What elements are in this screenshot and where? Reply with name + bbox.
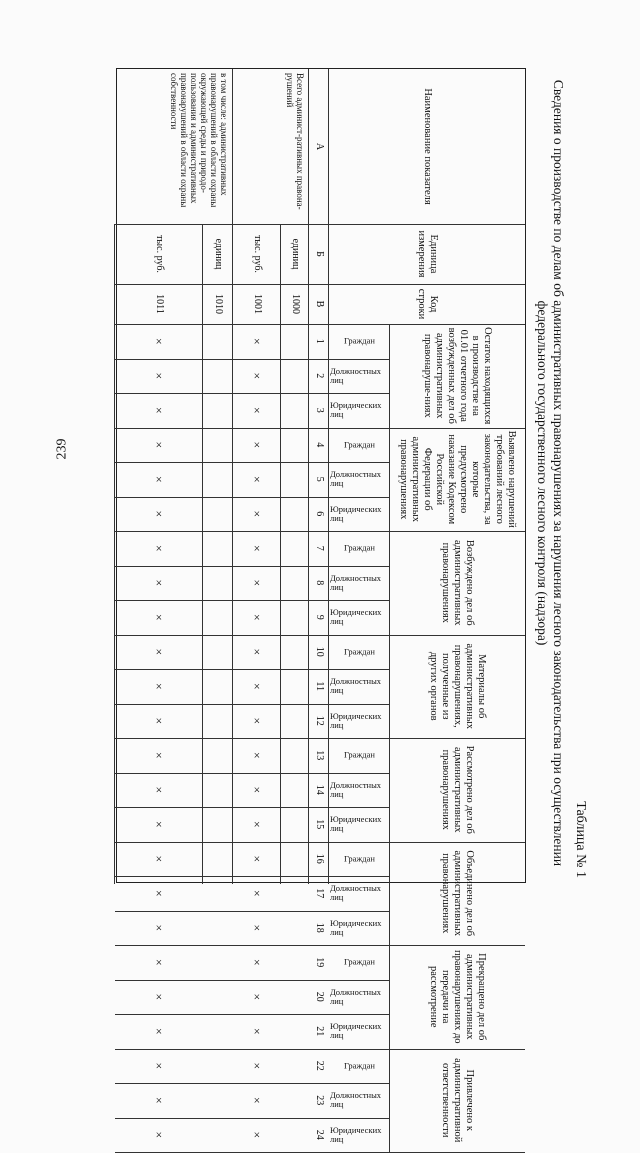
cell-value: ×	[152, 751, 166, 759]
cell-value	[203, 324, 233, 359]
row-code: 1011	[154, 294, 165, 314]
cell-value	[281, 359, 309, 394]
cell-value	[203, 876, 233, 911]
letter-b: Б	[314, 251, 325, 257]
cell-value: ×	[152, 613, 166, 621]
page-number: 239	[54, 438, 70, 460]
cell-value	[281, 324, 309, 359]
table-title: Сведения о производстве по делам об административных правонарушениях за нарушения лесного законодательства при осуществлении федерального государственного лесного контроля (надзора)	[535, 79, 566, 867]
cell-value	[281, 876, 309, 911]
cell-value: ×	[152, 648, 166, 656]
row-code: 1010	[213, 294, 224, 314]
column-number: 9	[314, 614, 325, 620]
column-number: 16	[314, 853, 325, 864]
column-number: 11	[314, 681, 325, 692]
column-number: 17	[314, 888, 325, 899]
cell-value: ×	[152, 924, 166, 932]
cell-value	[281, 393, 309, 428]
subheader-legal: Юридических лиц	[330, 1124, 382, 1144]
cell-value: ×	[152, 1062, 166, 1070]
column-number: 4	[314, 442, 325, 448]
cell-value	[203, 428, 233, 463]
cell-value: ×	[152, 475, 166, 483]
subheader-legal: Юридических лиц	[330, 399, 382, 419]
cell-value: ×	[250, 717, 264, 725]
cell-value: ×	[152, 993, 166, 1001]
column-number: 18	[314, 922, 325, 933]
cell-value: ×	[250, 889, 264, 897]
subheader-legal: Юридических лиц	[330, 917, 382, 937]
header-indicator: Наименование показателя	[422, 88, 433, 205]
cell-value	[203, 807, 233, 842]
cell-value: ×	[250, 1096, 264, 1104]
cell-value	[281, 428, 309, 463]
cell-value	[281, 704, 309, 739]
cell-value	[203, 600, 233, 635]
subheader-citizens: Граждан	[344, 645, 375, 656]
column-number: 15	[314, 819, 325, 830]
cell-value: ×	[250, 786, 264, 794]
cell-value	[203, 773, 233, 808]
header-code: Код строки	[416, 288, 439, 320]
subheader-citizens: Граждан	[344, 542, 375, 553]
column-number: 21	[314, 1026, 325, 1037]
cell-value	[203, 704, 233, 739]
cell-value: ×	[152, 337, 166, 345]
cell-value	[203, 531, 233, 566]
cell-value	[281, 669, 309, 704]
subheader-citizens: Граждан	[344, 749, 375, 760]
cell-value: ×	[250, 1027, 264, 1035]
rotated-table-sheet	[108, 58, 588, 1144]
cell-value: ×	[152, 1027, 166, 1035]
cell-value: ×	[250, 406, 264, 414]
cell-value: ×	[152, 889, 166, 897]
column-number: 2	[314, 373, 325, 379]
grid-line	[232, 69, 233, 224]
cell-value: ×	[250, 648, 264, 656]
cell-value: ×	[250, 958, 264, 966]
subheader-legal: Юридических лиц	[330, 503, 382, 523]
letter-v: В	[314, 300, 325, 308]
cell-value	[281, 1014, 309, 1049]
cell-value	[281, 807, 309, 842]
cell-value: ×	[152, 855, 166, 863]
cell-value	[281, 531, 309, 566]
cell-value	[281, 842, 309, 877]
cell-value	[203, 945, 233, 980]
cell-value	[203, 1014, 233, 1049]
column-number: 6	[314, 511, 325, 517]
cell-value: ×	[250, 682, 264, 690]
cell-value	[203, 1049, 233, 1084]
column-number: 5	[314, 476, 325, 482]
cell-value: ×	[152, 1131, 166, 1139]
cell-value: ×	[250, 751, 264, 759]
cell-value: ×	[152, 1096, 166, 1104]
subheader-citizens: Граждан	[344, 335, 375, 346]
cell-value	[203, 393, 233, 428]
letter-a: А	[314, 142, 325, 151]
cell-value: ×	[152, 820, 166, 828]
row-unit: единиц	[290, 238, 301, 270]
column-number: 7	[314, 545, 325, 551]
cell-value	[203, 842, 233, 877]
subheader-officials: Должностных лиц	[330, 468, 382, 488]
column-number: 20	[314, 991, 325, 1002]
cell-value: ×	[152, 717, 166, 725]
cell-value	[203, 669, 233, 704]
cell-value: ×	[250, 441, 264, 449]
group-header-6: Объединено дел об административных правонарушениях	[440, 850, 476, 937]
cell-value	[281, 738, 309, 773]
cell-value: ×	[250, 372, 264, 380]
subheader-legal: Юридических лиц	[330, 606, 382, 626]
subheader-officials: Должностных лиц	[330, 779, 382, 799]
cell-value: ×	[250, 1131, 264, 1139]
column-number: 12	[314, 715, 325, 726]
row-unit: тыс. руб.	[154, 235, 165, 273]
column-number: 14	[314, 784, 325, 795]
cell-value	[203, 462, 233, 497]
cell-value	[281, 600, 309, 635]
cell-value	[203, 911, 233, 946]
cell-value	[203, 635, 233, 670]
subheader-citizens: Граждан	[344, 852, 375, 863]
column-number: 23	[314, 1095, 325, 1106]
column-number: 1	[314, 338, 325, 344]
cell-value: ×	[152, 579, 166, 587]
cell-value	[203, 738, 233, 773]
cell-value: ×	[152, 510, 166, 518]
column-number: 8	[314, 580, 325, 586]
cell-value: ×	[152, 406, 166, 414]
row-unit: тыс. руб.	[252, 235, 263, 273]
cell-value	[281, 980, 309, 1015]
cell-value: ×	[152, 682, 166, 690]
cell-value: ×	[250, 579, 264, 587]
column-number: 24	[314, 1129, 325, 1140]
cell-value	[203, 980, 233, 1015]
cell-value: ×	[152, 441, 166, 449]
cell-value: ×	[250, 544, 264, 552]
group-header-5: Рассмотрено дел об административных правонарушениях	[440, 745, 476, 834]
group-header-7: Прекращено дел об административных правонарушениях до передачи на рассмотрение	[428, 949, 488, 1044]
subheader-officials: Должностных лиц	[330, 986, 382, 1006]
subheader-citizens: Граждан	[344, 438, 375, 449]
cell-value	[281, 497, 309, 532]
row-unit: единиц	[213, 238, 224, 270]
cell-value	[281, 1083, 309, 1118]
cell-value	[281, 462, 309, 497]
group-header-1: Остаток находящихся в производстве на 01.01 отчетного года возбужденных дел об административных правонаруше-ниях	[422, 327, 494, 425]
cell-value: ×	[250, 475, 264, 483]
cell-value: ×	[250, 1062, 264, 1070]
column-number: 3	[314, 407, 325, 413]
cell-value: ×	[152, 958, 166, 966]
subheader-citizens: Граждан	[344, 1059, 375, 1070]
group-header-3: Возбуждено дел об административных правонарушениях	[440, 539, 476, 626]
cell-value: ×	[250, 820, 264, 828]
cell-value	[281, 911, 309, 946]
cell-value: ×	[250, 924, 264, 932]
group-header-8: Привлечено к административной ответственности	[440, 1058, 476, 1143]
column-number: 22	[314, 1060, 325, 1071]
cell-value	[203, 1118, 233, 1153]
row-name-incl: в том числе: административных правонарушений в области охраны окружающей среды и природо-пользования и административных правонарушений в области охраны собственности	[169, 73, 229, 208]
cell-value: ×	[152, 786, 166, 794]
cell-value	[203, 566, 233, 601]
cell-value	[281, 1118, 309, 1153]
cell-value	[281, 635, 309, 670]
cell-value	[203, 1083, 233, 1118]
cell-value	[281, 945, 309, 980]
row-code: 1000	[290, 294, 301, 314]
column-number: 10	[314, 646, 325, 657]
subheader-officials: Должностных лиц	[330, 1089, 382, 1109]
group-header-2: Выявлено нарушений требований лесного законодательства, за которые предусмотрено наказание Кодексом Российской Федерации об административных правонарушениях	[398, 430, 518, 528]
group-header-4: Материалы об административных правонарушениях, полученные из других органов	[428, 643, 488, 730]
subheader-legal: Юридических лиц	[330, 1020, 382, 1040]
cell-value	[281, 773, 309, 808]
table-label: Таблица № 1	[573, 801, 588, 878]
column-number: 13	[314, 750, 325, 761]
cell-value: ×	[250, 993, 264, 1001]
cell-value	[203, 359, 233, 394]
subheader-legal: Юридических лиц	[330, 710, 382, 730]
cell-value	[203, 497, 233, 532]
cell-value: ×	[250, 613, 264, 621]
header-unit: Единица измерения	[416, 230, 439, 278]
column-number: 19	[314, 957, 325, 968]
subheader-officials: Должностных лиц	[330, 365, 382, 385]
cell-value: ×	[152, 544, 166, 552]
cell-value: ×	[250, 855, 264, 863]
subheader-officials: Должностных лиц	[330, 882, 382, 902]
subheader-legal: Юридических лиц	[330, 813, 382, 833]
cell-value: ×	[152, 372, 166, 380]
cell-value	[281, 566, 309, 601]
subheader-officials: Должностных лиц	[330, 675, 382, 695]
subheader-citizens: Граждан	[344, 956, 375, 967]
data-table	[116, 68, 526, 1144]
cell-value: ×	[250, 510, 264, 518]
cell-value	[281, 1049, 309, 1084]
subheader-officials: Должностных лиц	[330, 572, 382, 592]
row-code: 1001	[252, 294, 263, 314]
cell-value: ×	[250, 337, 264, 345]
row-name-total: Всего админист-ративных правона-рушений	[285, 73, 305, 210]
